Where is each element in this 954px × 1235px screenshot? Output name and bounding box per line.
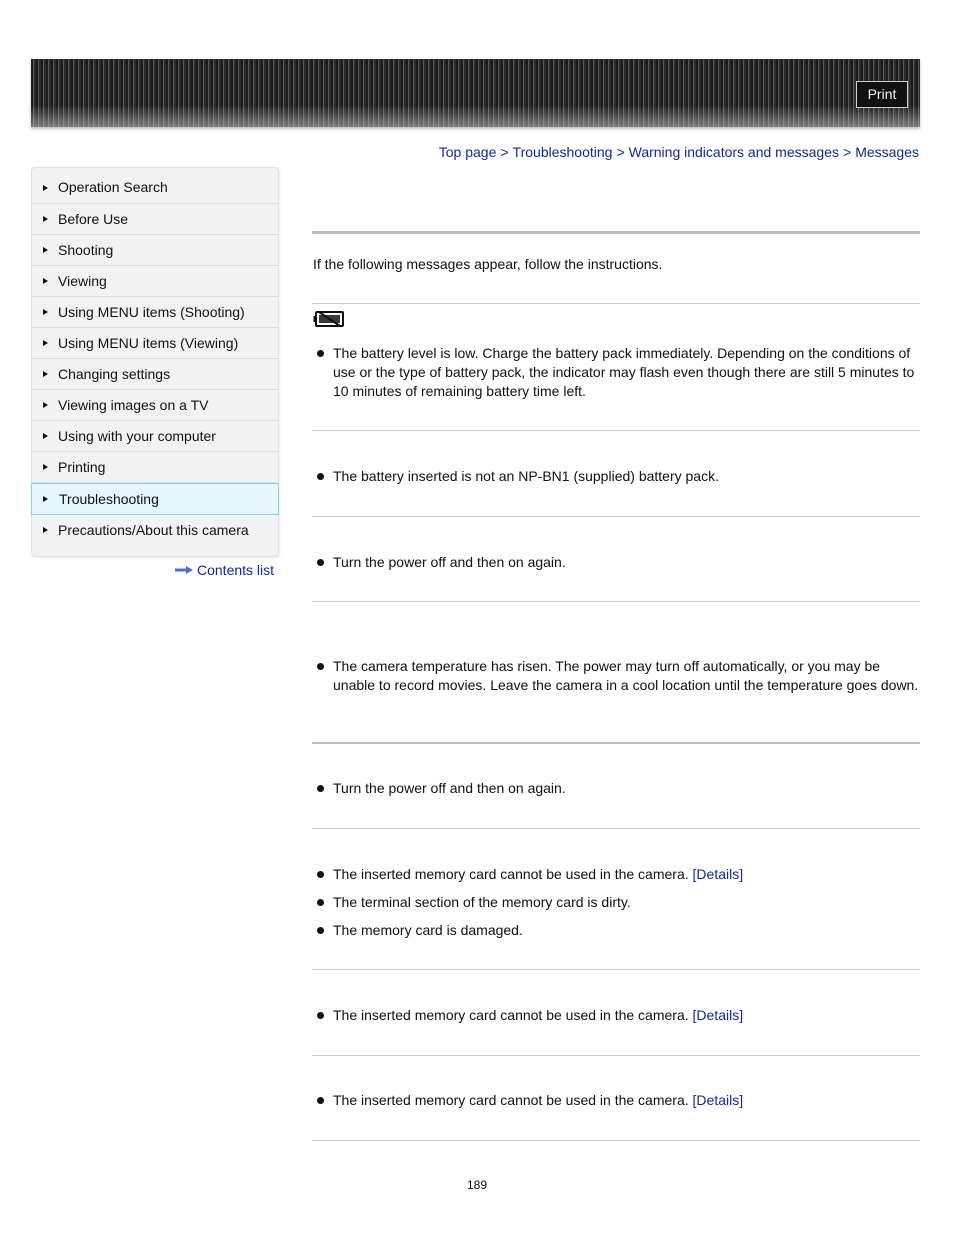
list-item xyxy=(313,344,920,401)
divider xyxy=(312,516,920,517)
section-5-list xyxy=(313,779,920,807)
sidebar-item-label: Printing xyxy=(58,459,106,475)
triangle-right-icon xyxy=(43,247,48,253)
bullet-text: Turn the power off and then on again. xyxy=(333,554,566,570)
section-4-list xyxy=(313,657,920,704)
breadcrumb xyxy=(439,144,919,160)
contents-list-label: Contents list xyxy=(197,562,275,578)
breadcrumb-top-page[interactable]: Top page xyxy=(438,144,497,160)
bullet-text: The battery level is low. Charge the battery pack immediately. Depending on the conditions of use or the type of battery pack, the indicator may flash even though there are still 5 minutes to 10 minutes of remaining battery time left. xyxy=(333,345,915,399)
divider xyxy=(312,742,920,744)
breadcrumb-separator: > xyxy=(616,144,625,160)
battery-low-icon xyxy=(313,309,346,329)
section-7-list xyxy=(313,1006,920,1034)
bullet-text: The inserted memory card cannot be used in the camera. xyxy=(333,1092,689,1108)
triangle-right-icon xyxy=(43,496,48,502)
sidebar-item-label: Changing settings xyxy=(58,366,171,382)
bullet-text: The camera temperature has risen. The power may turn off automatically, or you may be unable to record movies. Leave the camera in a cool location until the temperature goes down. xyxy=(333,658,919,693)
section-6-list xyxy=(313,865,920,949)
contents-list-link[interactable] xyxy=(175,562,274,578)
triangle-right-icon xyxy=(43,402,48,408)
list-item xyxy=(313,1091,920,1110)
divider xyxy=(312,303,920,304)
sidebar-item-label: Shooting xyxy=(58,242,114,258)
sidebar-item-label: Operation Search xyxy=(58,179,168,195)
sidebar-nav xyxy=(31,167,279,557)
list-item xyxy=(313,779,920,798)
print-button[interactable]: Print xyxy=(856,81,908,108)
breadcrumb-separator: > xyxy=(843,144,852,160)
header-banner xyxy=(31,59,920,127)
details-link[interactable]: [Details] xyxy=(692,1007,744,1023)
sidebar-item-label: Precautions/About this camera xyxy=(58,522,249,538)
list-item xyxy=(313,921,920,940)
triangle-right-icon xyxy=(43,216,48,222)
sidebar-item-before-use[interactable] xyxy=(32,204,278,235)
bullet-text: The terminal section of the memory card is dirty. xyxy=(333,894,631,910)
sidebar-item-menu-viewing[interactable] xyxy=(32,328,278,359)
triangle-right-icon xyxy=(43,340,48,346)
details-link[interactable]: [Details] xyxy=(692,866,744,882)
sidebar-item-label: Viewing images on a TV xyxy=(58,397,209,413)
sidebar-item-shooting[interactable] xyxy=(32,235,278,266)
intro-text: If the following messages appear, follow the instructions. xyxy=(313,256,663,272)
details-link[interactable]: [Details] xyxy=(692,1092,744,1108)
breadcrumb-troubleshooting[interactable]: Troubleshooting xyxy=(512,144,613,160)
breadcrumb-separator: > xyxy=(500,144,509,160)
section-1-list xyxy=(313,344,920,410)
sidebar-item-precautions[interactable] xyxy=(32,515,278,545)
page-number: 189 xyxy=(466,1178,488,1192)
triangle-right-icon xyxy=(43,309,48,315)
sidebar-item-label: Troubleshooting xyxy=(59,491,159,507)
bullet-text: Turn the power off and then on again. xyxy=(333,780,566,796)
list-item xyxy=(313,657,920,695)
sidebar-item-label: Viewing xyxy=(58,273,107,289)
bullet-text: The battery inserted is not an NP-BN1 (supplied) battery pack. xyxy=(333,468,719,484)
list-item xyxy=(313,553,920,572)
sidebar-item-changing-settings[interactable] xyxy=(32,359,278,390)
list-item xyxy=(313,1006,920,1025)
divider xyxy=(312,828,920,829)
sidebar-item-label: Using MENU items (Shooting) xyxy=(58,304,245,320)
section-3-list xyxy=(313,553,920,581)
breadcrumb-messages[interactable]: Messages xyxy=(855,144,919,160)
triangle-right-icon xyxy=(43,433,48,439)
title-rule xyxy=(312,231,920,234)
sidebar-item-computer[interactable] xyxy=(32,421,278,452)
triangle-right-icon xyxy=(43,371,48,377)
breadcrumb-warning-indicators[interactable]: Warning indicators and messages xyxy=(628,144,839,160)
list-item xyxy=(313,467,920,486)
section-8-list xyxy=(313,1091,920,1119)
sidebar-item-label: Using MENU items (Viewing) xyxy=(58,335,239,351)
divider xyxy=(312,430,920,431)
triangle-right-icon xyxy=(43,464,48,470)
divider xyxy=(312,601,920,602)
sidebar-item-label: Using with your computer xyxy=(58,428,216,444)
list-item xyxy=(313,893,920,912)
arrow-right-icon xyxy=(175,566,193,574)
triangle-right-icon xyxy=(43,278,48,284)
bullet-text: The inserted memory card cannot be used in the camera. xyxy=(333,866,689,882)
sidebar-item-viewing-tv[interactable] xyxy=(32,390,278,421)
triangle-right-icon xyxy=(43,185,48,191)
triangle-right-icon xyxy=(43,527,48,533)
divider xyxy=(312,1055,920,1056)
sidebar-item-viewing[interactable] xyxy=(32,266,278,297)
bullet-text: The memory card is damaged. xyxy=(333,922,523,938)
sidebar-item-printing[interactable] xyxy=(32,452,278,483)
sidebar-item-operation-search[interactable] xyxy=(32,168,278,204)
divider xyxy=(312,1140,920,1141)
section-2-list xyxy=(313,467,920,495)
sidebar-item-label: Before Use xyxy=(58,211,129,227)
sidebar-item-troubleshooting[interactable] xyxy=(31,483,279,515)
sidebar-item-menu-shooting[interactable] xyxy=(32,297,278,328)
list-item xyxy=(313,865,920,884)
divider xyxy=(312,969,920,970)
bullet-text: The inserted memory card cannot be used in the camera. xyxy=(333,1007,689,1023)
